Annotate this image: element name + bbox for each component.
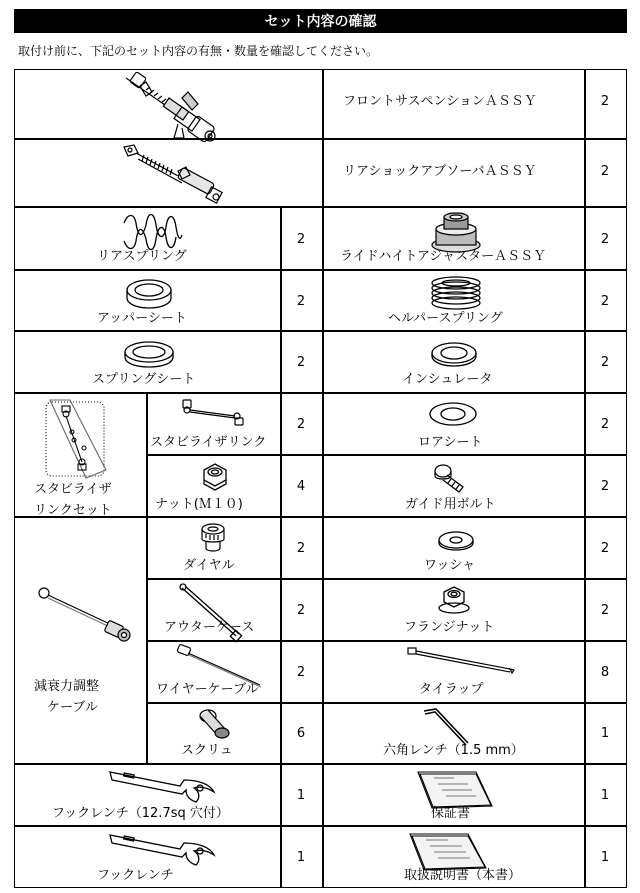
hook-wrench-2-label: フックレンチ — [97, 868, 174, 883]
insulator-label: インシュレータ — [402, 372, 493, 387]
section-title: セット内容の確認 — [14, 9, 627, 33]
lower-seat-icon — [427, 400, 479, 434]
screw-label: スクリュ — [181, 743, 233, 758]
insulator-quantity: 2 — [600, 355, 610, 370]
ride-height-quantity: 2 — [600, 232, 610, 247]
screw-icon — [196, 708, 236, 748]
nut-icon — [198, 460, 232, 498]
warranty-label: 保証書 — [431, 806, 471, 821]
front-susp-label: フロントサスペンションＡＳＳＹ — [343, 94, 537, 109]
flange-nut-label: フランジナット — [404, 620, 495, 635]
guide-bolt-icon — [431, 461, 471, 499]
wire-cable-quantity: 2 — [296, 665, 306, 680]
hook-wrench-icon — [104, 766, 224, 810]
stab-link-label: スタビライザリンク — [150, 435, 267, 450]
stab-set-label: スタビライザ リンクセット — [34, 482, 112, 518]
rear-spring-quantity: 2 — [296, 232, 306, 247]
dial-label: ダイヤル — [183, 558, 235, 573]
flange-nut-icon — [437, 584, 471, 620]
damper-cable-label: 減衰力調整 ケーブル — [34, 679, 100, 715]
upper-seat-icon — [124, 276, 174, 314]
flange-nut-quantity: 2 — [600, 603, 610, 618]
hook-wrench-1-label: フックレンチ（12.7sq 穴付） — [52, 806, 229, 821]
manual-quantity: 1 — [600, 850, 610, 865]
rear-spring-label: リアスプリング — [97, 249, 187, 264]
hook-wrench-2-quantity: 1 — [296, 850, 306, 865]
wire-cable-label: ワイヤーケーブル — [156, 682, 259, 697]
washer-label: ワッシャ — [424, 558, 476, 573]
helper-spring-label: ヘルパースプリング — [388, 311, 503, 326]
upper-seat-quantity: 2 — [296, 294, 306, 309]
manual-label: 取扱説明書（本書） — [404, 868, 522, 883]
guide-bolt-label: ガイド用ボルト — [405, 497, 496, 512]
spring-seat-icon — [122, 338, 176, 374]
nut-label: ナット(Ｍ１０) — [155, 497, 243, 512]
outer-case-label: アウターケース — [164, 620, 255, 635]
washer-quantity: 2 — [600, 541, 610, 556]
rear-shock-absorber-icon — [118, 141, 228, 215]
stab-link-quantity: 2 — [296, 417, 306, 432]
helper-spring-quantity: 2 — [600, 294, 610, 309]
hex-wrench-label: 六角レンチ（1.5 mm） — [383, 743, 524, 758]
spring-seat-label: スプリングシート — [92, 372, 196, 387]
ride-height-label: ライドハイトアジャスターＡＳＳＹ — [340, 249, 547, 264]
tie-wrap-icon — [406, 646, 516, 680]
lower-seat-label: ロアシート — [418, 435, 483, 450]
intro-text: 取付け前に、下記のセット内容の有無・数量を確認してください。 — [18, 44, 379, 58]
tie-wrap-quantity: 8 — [600, 665, 610, 680]
outer-case-icon — [176, 582, 246, 650]
outer-case-quantity: 2 — [296, 603, 306, 618]
warranty-quantity: 1 — [600, 788, 610, 803]
stabilizer-link-icon — [179, 396, 249, 430]
spring-seat-quantity: 2 — [296, 355, 306, 370]
hex-wrench-quantity: 1 — [600, 726, 610, 741]
screw-quantity: 6 — [296, 726, 306, 741]
stabilizer-link-set-icon — [40, 396, 110, 486]
dial-quantity: 2 — [296, 541, 306, 556]
hook-wrench-icon — [104, 829, 224, 873]
lower-seat-quantity: 2 — [600, 417, 610, 432]
rear-shock-label: リアショックアブソーバＡＳＳＹ — [343, 164, 537, 179]
tie-wrap-label: タイラップ — [419, 682, 484, 697]
front-susp-quantity: 2 — [600, 94, 610, 109]
nut-quantity: 4 — [296, 479, 306, 494]
rear-shock-quantity: 2 — [600, 164, 610, 179]
upper-seat-label: アッパーシート — [97, 311, 187, 326]
insulator-icon — [429, 339, 479, 373]
washer-icon — [436, 530, 476, 556]
guide-bolt-quantity: 2 — [600, 479, 610, 494]
damper-adjust-cable-icon — [34, 585, 134, 649]
dial-icon — [198, 522, 228, 560]
hook-wrench-1-quantity: 1 — [296, 788, 306, 803]
